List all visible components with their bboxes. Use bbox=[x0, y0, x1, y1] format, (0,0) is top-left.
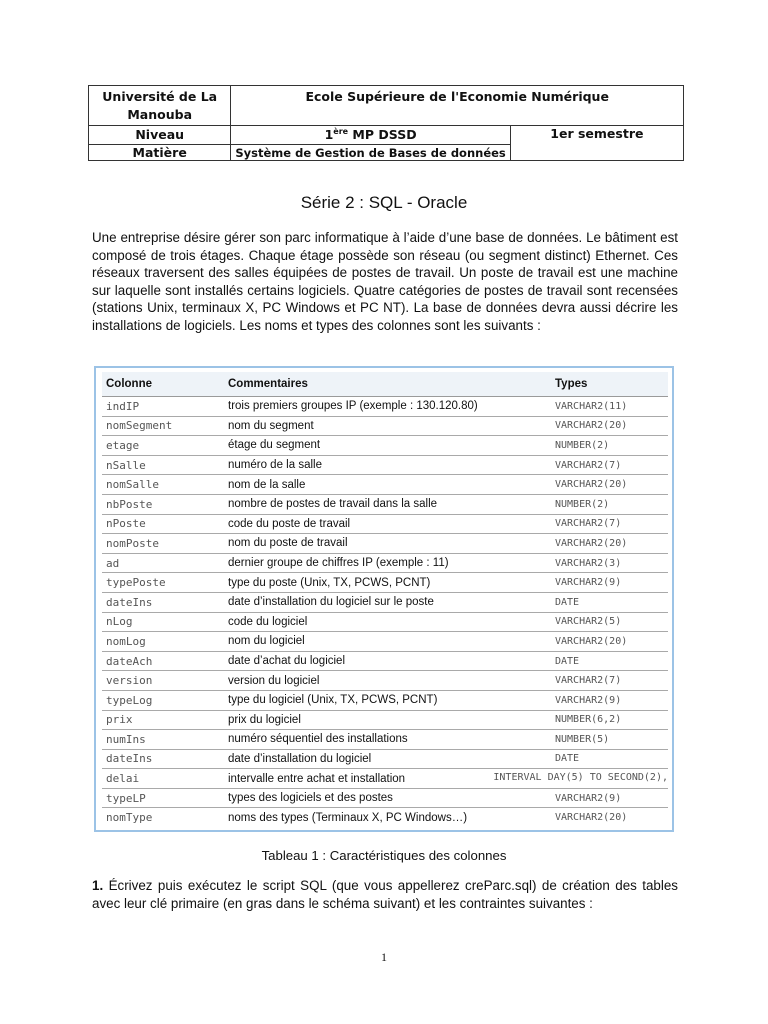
intro-paragraph: Une entreprise désire gérer son parc informatique à l’aide d’une base de données. Le bâtiment est composé de trois étages. Chaque étage possède son réseau (ou segment distinct) Ethernet. Ces réseaux traversent des salles équipées de postes de travail. Un poste de travail est une machine sur laquelle sont installés certains logiciels. Quatre catégories de postes de travail sont recensées (stations Unix, terminaux X, PC Windows et PC NT). La base de données devra aussi décrire les installations de logiciels. Les noms et types des colonnes sont les suivants : bbox=[92, 230, 678, 333]
column-type: VARCHAR2(20) bbox=[551, 416, 668, 436]
table-row bbox=[102, 632, 668, 652]
column-name: nomType bbox=[106, 811, 153, 825]
table-row bbox=[102, 651, 668, 671]
column-name: version bbox=[102, 671, 224, 691]
table-row bbox=[102, 690, 668, 710]
column-comment: nom du poste de travail bbox=[224, 534, 551, 554]
column-comment: date d’installation du logiciel bbox=[224, 749, 551, 769]
column-type: NUMBER(5) bbox=[551, 730, 668, 750]
table-row bbox=[102, 475, 668, 495]
table-row bbox=[102, 612, 668, 632]
column-comment: types des logiciels et des postes bbox=[224, 788, 551, 808]
table-row bbox=[102, 553, 668, 573]
column-name: nLog bbox=[102, 612, 224, 632]
column-type: DATE bbox=[551, 749, 668, 769]
header-table bbox=[88, 85, 684, 161]
school-name: Ecole Supérieure de l'Economie Numérique bbox=[231, 86, 684, 126]
column-type: VARCHAR2(7) bbox=[551, 455, 668, 475]
column-name: dateIns bbox=[102, 592, 224, 612]
column-type bbox=[493, 769, 668, 789]
level-prefix: 1 bbox=[324, 127, 334, 142]
column-name: typeLP bbox=[102, 788, 224, 808]
table-header-row bbox=[102, 372, 668, 397]
column-name: numIns bbox=[102, 730, 224, 750]
column-comment: code du poste de travail bbox=[224, 514, 551, 534]
table-row bbox=[102, 534, 668, 554]
column-type: NUMBER(2) bbox=[551, 494, 668, 514]
columns-table bbox=[102, 372, 668, 827]
column-name: indIP bbox=[102, 397, 224, 417]
column-name: dateIns bbox=[102, 749, 224, 769]
column-comment: type du poste (Unix, TX, PCWS, PCNT) bbox=[224, 573, 551, 593]
page-number: 1 bbox=[381, 950, 387, 964]
column-comment: étage du segment bbox=[224, 436, 551, 456]
columns-table-frame bbox=[94, 366, 674, 832]
table-row bbox=[102, 730, 668, 750]
question-1 bbox=[92, 877, 678, 912]
column-name: nbPoste bbox=[102, 494, 224, 514]
column-name: nomSalle bbox=[102, 475, 224, 495]
header-commentaires: Commentaires bbox=[224, 372, 551, 397]
header-types: Types bbox=[551, 372, 668, 397]
column-comment: type du logiciel (Unix, TX, PCWS, PCNT) bbox=[224, 690, 551, 710]
column-comment: noms des types (Terminaux X, PC Windows…) bbox=[228, 811, 468, 824]
table-row bbox=[102, 514, 668, 534]
page-title: Série 2 : SQL - Oracle bbox=[300, 193, 468, 212]
column-type: VARCHAR2(20) bbox=[555, 812, 628, 824]
university-name: Université de La Manouba bbox=[89, 86, 231, 126]
table-row bbox=[102, 808, 668, 827]
column-type: DATE bbox=[551, 651, 668, 671]
subject-value: Système de Gestion de Bases de données bbox=[231, 145, 510, 161]
table-row bbox=[102, 710, 668, 730]
level-label: Niveau bbox=[89, 126, 231, 145]
column-name: dateAch bbox=[102, 651, 224, 671]
column-type: VARCHAR2(5) bbox=[551, 612, 668, 632]
table-row bbox=[102, 788, 668, 808]
column-name: ad bbox=[102, 553, 224, 573]
column-type-text: INTERVAL DAY(5) TO SECOND(2), bbox=[493, 772, 668, 784]
column-comment: date d’achat du logiciel bbox=[224, 651, 551, 671]
column-type: NUMBER(2) bbox=[551, 436, 668, 456]
column-comment: code du logiciel bbox=[224, 612, 551, 632]
column-type: VARCHAR2(9) bbox=[551, 573, 668, 593]
column-name: delai bbox=[102, 769, 224, 789]
column-name: nomPoste bbox=[102, 534, 224, 554]
column-comment: nom du segment bbox=[224, 416, 551, 436]
column-name: typePoste bbox=[102, 573, 224, 593]
column-type: VARCHAR2(7) bbox=[551, 671, 668, 691]
table-caption: Tableau 1 : Caractéristiques des colonnes bbox=[261, 848, 507, 863]
column-comment: numéro séquentiel des installations bbox=[224, 730, 551, 750]
table-row bbox=[102, 749, 668, 769]
column-type: NUMBER(6,2) bbox=[551, 710, 668, 730]
level-program: MP DSSD bbox=[348, 127, 417, 142]
column-comment: nom de la salle bbox=[224, 475, 551, 495]
header-colonne: Colonne bbox=[102, 372, 224, 397]
column-comment: version du logiciel bbox=[224, 671, 551, 691]
column-name: nSalle bbox=[102, 455, 224, 475]
question-text: Écrivez puis exécutez le script SQL (que vous appellerez creParc.sql) de création des tables avec leur clé primaire (en gras dans le schéma suivant) et les contraintes suivantes : bbox=[92, 878, 678, 911]
column-comment: prix du logiciel bbox=[224, 710, 551, 730]
column-comment: date d’installation du logiciel sur le poste bbox=[224, 592, 551, 612]
column-type: VARCHAR2(11) bbox=[551, 397, 668, 417]
column-name: nomSegment bbox=[102, 416, 224, 436]
table-row bbox=[102, 573, 668, 593]
column-name: nPoste bbox=[102, 514, 224, 534]
level-superscript: ère bbox=[333, 126, 349, 136]
table-row bbox=[102, 436, 668, 456]
table-row bbox=[102, 769, 668, 789]
column-type: VARCHAR2(3) bbox=[551, 553, 668, 573]
table-row bbox=[102, 592, 668, 612]
table-row bbox=[102, 671, 668, 691]
table-row bbox=[102, 416, 668, 436]
column-type: VARCHAR2(20) bbox=[551, 475, 668, 495]
column-comment: trois premiers groupes IP (exemple : 130.120.80) bbox=[224, 397, 551, 417]
column-comment: nom du logiciel bbox=[224, 632, 551, 652]
question-number: 1. bbox=[92, 878, 104, 893]
column-type: DATE bbox=[551, 592, 668, 612]
column-name: typeLog bbox=[102, 690, 224, 710]
column-comment: numéro de la salle bbox=[224, 455, 551, 475]
level-value bbox=[231, 126, 510, 145]
column-name: nomLog bbox=[102, 632, 224, 652]
table-row bbox=[102, 494, 668, 514]
column-type: VARCHAR2(7) bbox=[551, 514, 668, 534]
table-row bbox=[102, 455, 668, 475]
column-name: prix bbox=[102, 710, 224, 730]
column-type: VARCHAR2(20) bbox=[551, 534, 668, 554]
column-comment: intervalle entre achat et installation bbox=[224, 769, 551, 789]
column-type: VARCHAR2(9) bbox=[551, 788, 668, 808]
column-comment: nombre de postes de travail dans la salle bbox=[224, 494, 551, 514]
table-row bbox=[102, 397, 668, 417]
subject-label: Matière bbox=[89, 145, 231, 161]
semester: 1er semestre bbox=[510, 126, 683, 161]
column-name: etage bbox=[102, 436, 224, 456]
column-comment: dernier groupe de chiffres IP (exemple : 11) bbox=[224, 553, 551, 573]
column-type: VARCHAR2(20) bbox=[551, 632, 668, 652]
column-type: VARCHAR2(9) bbox=[551, 690, 668, 710]
